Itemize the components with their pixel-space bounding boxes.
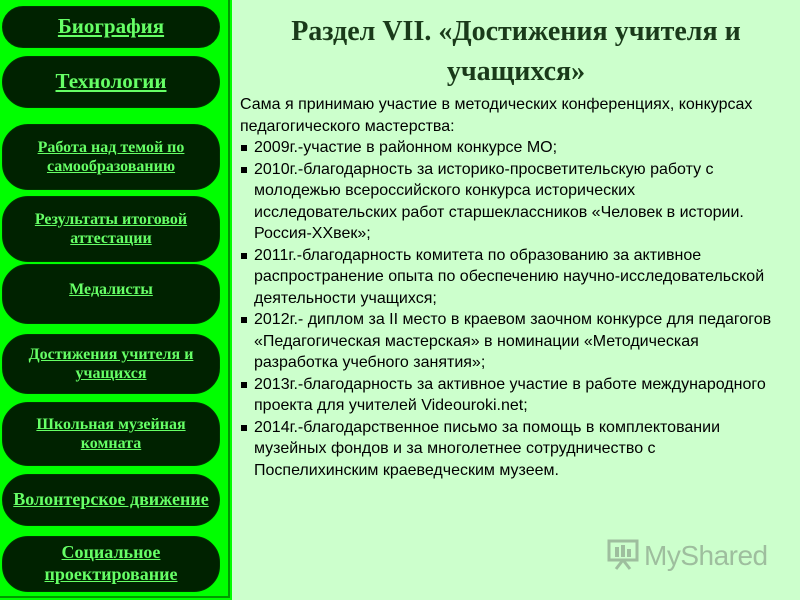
nav-button-biography[interactable]: [2, 6, 220, 48]
nav-button-achievements[interactable]: [2, 334, 220, 394]
list-item: 2012г.- диплом за II место в краевом заочном конкурсе для педагогов «Педагогическая мастерская» в номинации «Методическая разработка учебного занятия»;: [240, 309, 780, 374]
nav-button-social-design[interactable]: [2, 536, 220, 592]
presentation-board-icon: [606, 538, 640, 575]
nav-button-volunteer[interactable]: [2, 474, 220, 526]
nav-label-self-education: Работа над темой по самообразованию: [37, 138, 185, 175]
achievements-list: [240, 137, 780, 481]
sidebar-nav: [0, 0, 232, 600]
nav-label-volunteer: Волонтерское движение: [13, 489, 209, 510]
nav-label-museum-room: Школьная музейная комната: [36, 415, 186, 452]
nav-button-final-attestation[interactable]: [2, 196, 220, 262]
nav-button-technologies[interactable]: [2, 56, 220, 108]
watermark-logo: [606, 538, 766, 574]
nav-label-achievements: Достижения учителя и учащихся: [28, 345, 194, 382]
list-item: 2010г.-благодарность за историко-просветительскую работу с молодежью всероссийского конкурса исторических исследовательских работ старшеклассников «Человек в истории. Россия-XXвек»;: [240, 159, 780, 245]
list-item: 2011г.-благодарность комитета по образованию за активное распространение опыта по обеспечению научно-исследовательской деятельности учащихся;: [240, 245, 780, 310]
nav-label-biography: Биография: [57, 14, 165, 39]
list-item: 2013г.-благодарность за активное участие в работе международного проекта для учителей Videouroki.net;: [240, 374, 780, 417]
nav-button-museum-room[interactable]: [2, 402, 220, 466]
page-title: Раздел VII. «Достижения учителя и учащихся»: [291, 16, 741, 87]
nav-button-self-education[interactable]: [2, 124, 220, 190]
nav-label-technologies: Технологии: [55, 69, 167, 94]
watermark-text: MyShared: [644, 540, 768, 571]
intro-text: Сама я принимаю участие в методических конференциях, конкурсах педагогического мастерства:: [240, 96, 753, 135]
nav-label-final-attestation: Результаты итоговой аттестации: [34, 210, 188, 247]
list-item: 2009г.-участие в районном конкурсе МО;: [240, 137, 780, 159]
nav-label-social-design: Социальное проектирование: [44, 542, 178, 584]
list-item: 2014г.-благодарственное письмо за помощь в комплектовании музейных фондов и за многолетнее сотрудничество с Поспелихинским краеведческим музеем.: [240, 417, 780, 482]
nav-button-medalists[interactable]: [2, 264, 220, 324]
nav-label-medalists: Медалисты: [69, 281, 153, 298]
